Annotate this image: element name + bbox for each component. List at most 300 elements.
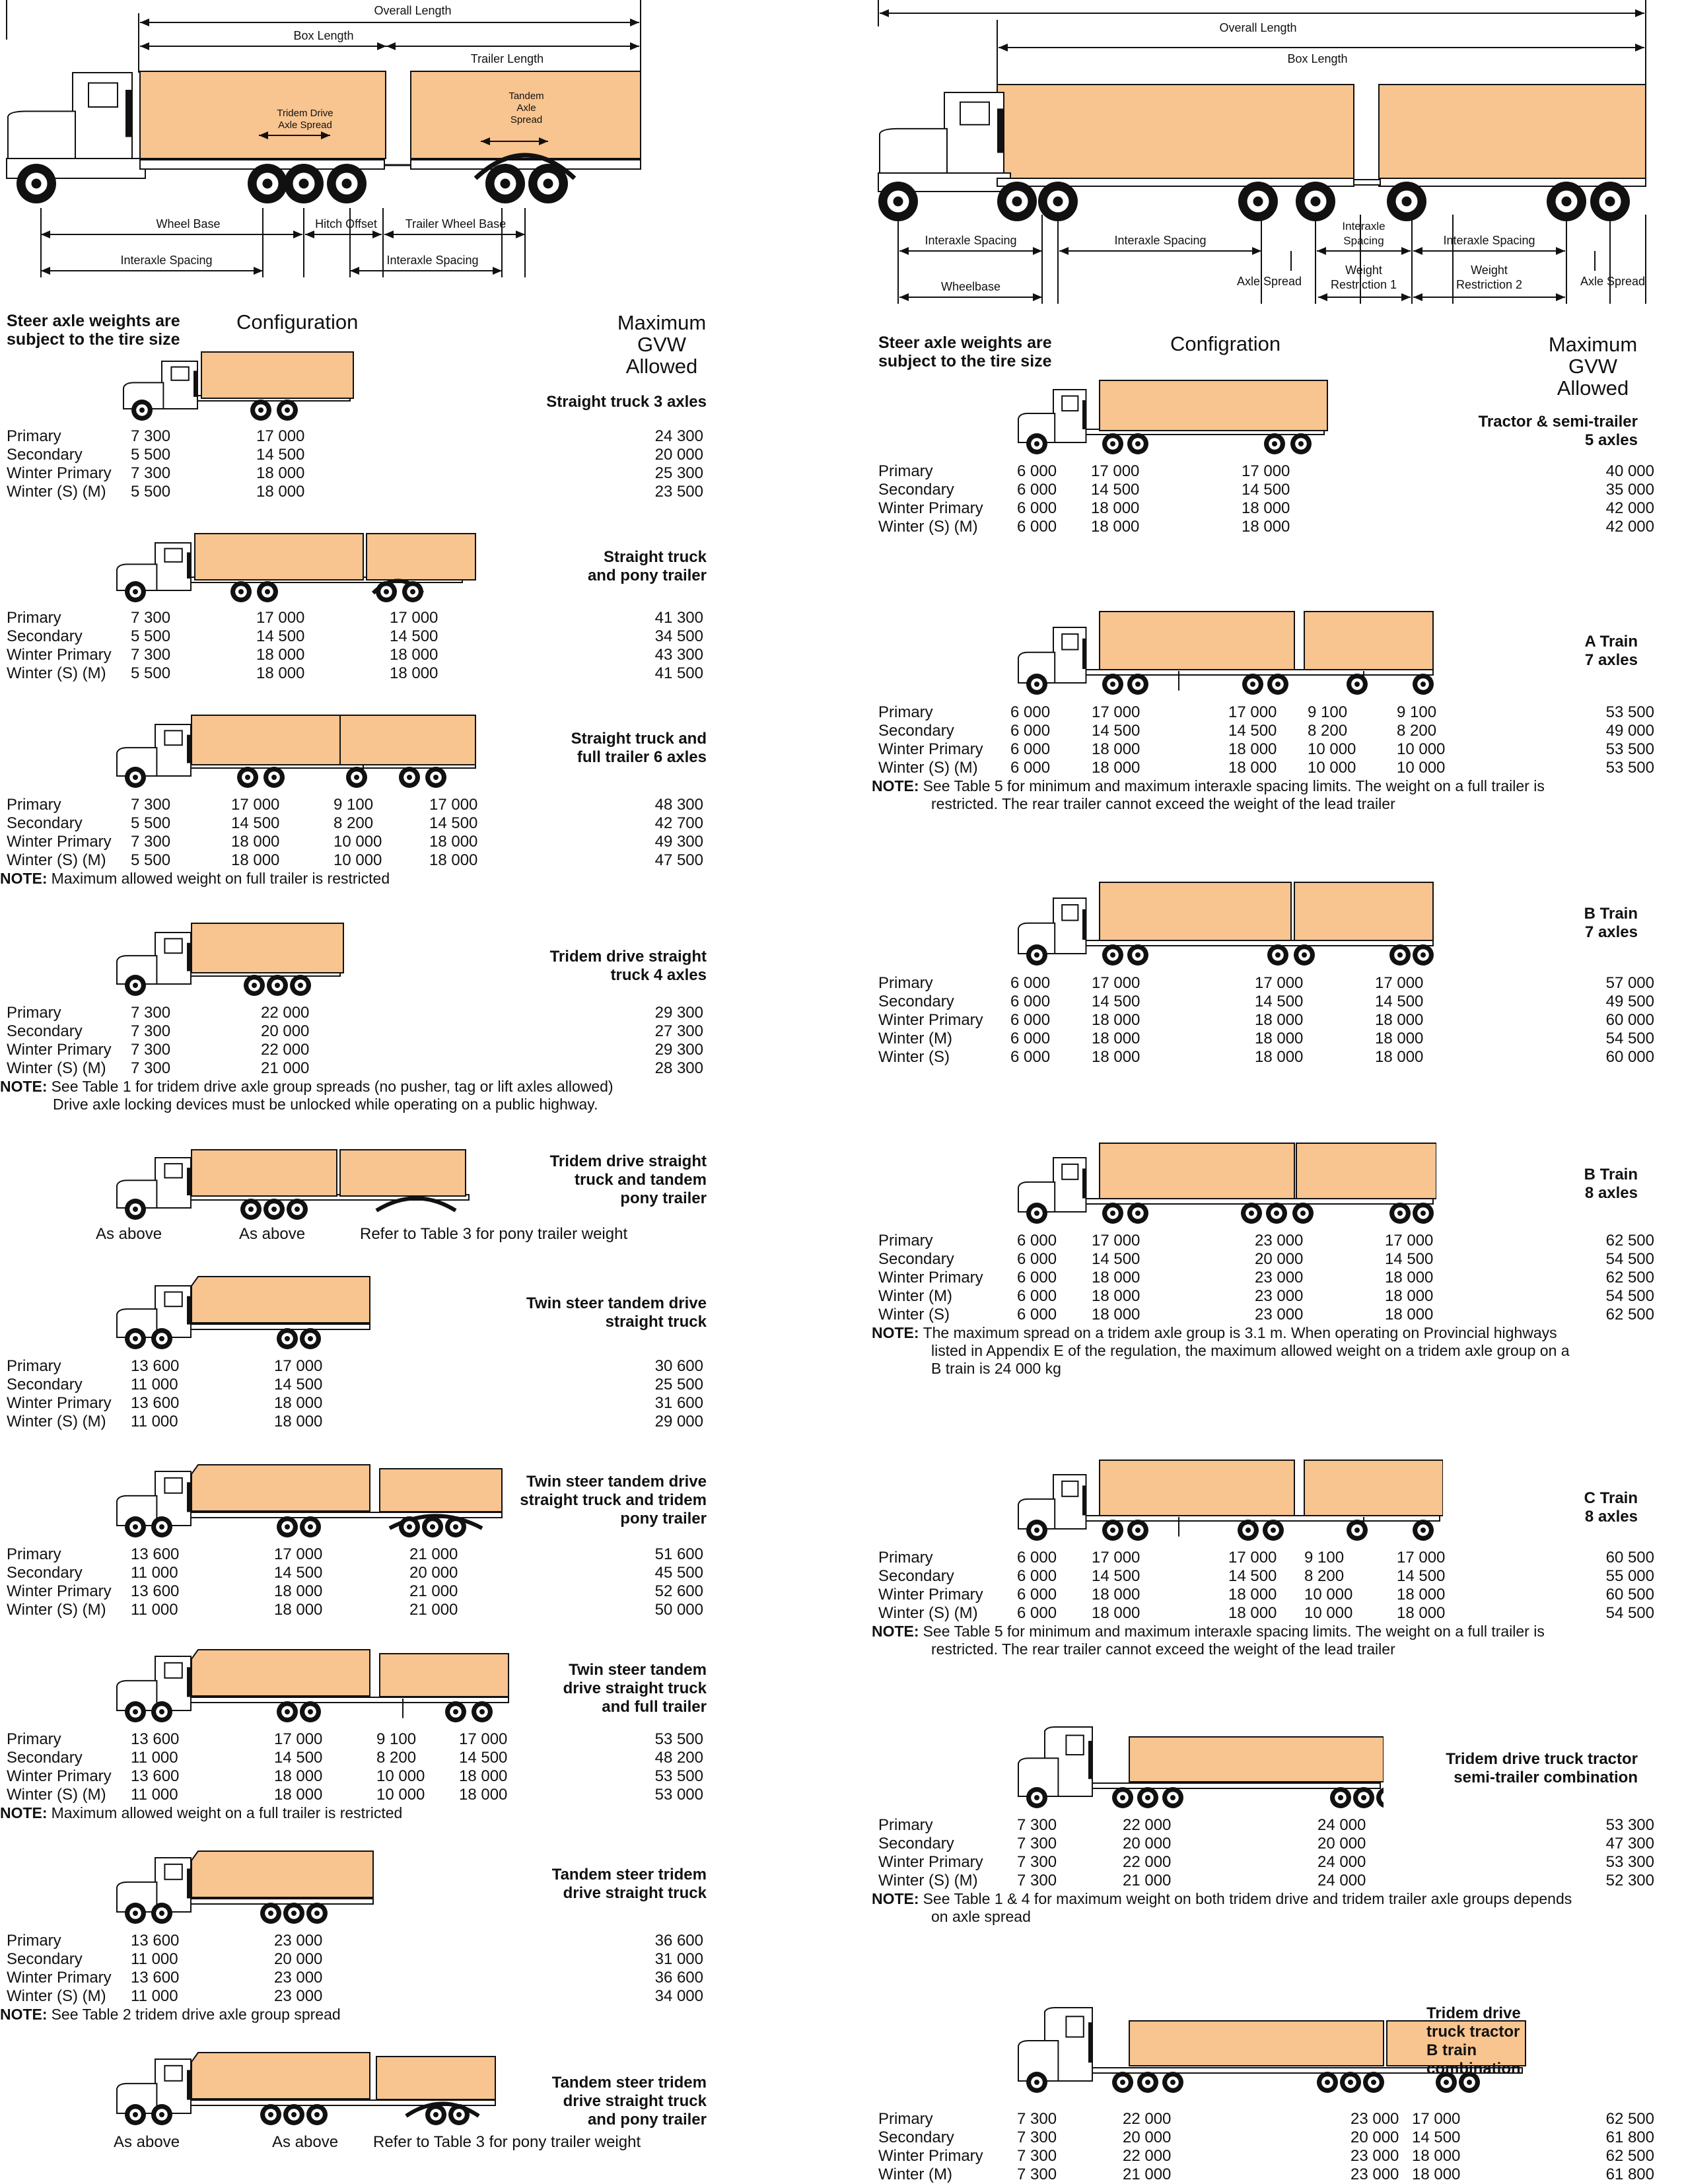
axle-weight-value: 11 000: [131, 1749, 178, 1767]
gvw-value: 60 000: [1605, 1011, 1654, 1029]
axle-weight-value: 11 000: [131, 1564, 178, 1582]
axle-weight-value: 9 100: [333, 796, 374, 814]
tridem-spread-label: Tridem Drive: [277, 108, 333, 119]
axle-weight-value: 7 300: [131, 1022, 171, 1040]
weight-row: [872, 1816, 1684, 1835]
vehicle-configuration-icon: [1014, 608, 1436, 700]
configuration-name: [475, 948, 707, 985]
weight-season-label: Winter (S) (M): [7, 1601, 106, 1619]
vehicle-configuration-icon: [112, 1460, 509, 1542]
gvw-value: 29 300: [654, 1004, 703, 1022]
configuration-name-line: Tandem steer tridem: [551, 2074, 707, 2092]
weight-season-label: Secondary: [878, 722, 954, 740]
gvw-value: 35 000: [1605, 481, 1654, 499]
axle-weight-value: 7 300: [131, 796, 171, 814]
weight-row: [0, 483, 713, 501]
gvw-value: 62 500: [1605, 1269, 1654, 1286]
right-dimension-diagram: [872, 0, 1684, 310]
weight-row: [0, 1767, 713, 1786]
axle-weight-value: 20 000: [1351, 2129, 1399, 2146]
gvw-value: 53 300: [1605, 1816, 1654, 1834]
weight-row: [0, 833, 713, 851]
configuration-name-line: truck 4 axles: [610, 966, 707, 984]
vehicle-configuration-icon: [112, 918, 350, 1001]
axle-weight-value: 22 000: [261, 1004, 310, 1022]
axle-weight-value: 14 500: [1255, 993, 1304, 1010]
axle-weight-value: 10 000: [1397, 740, 1446, 758]
axle-weight-value: 23 000: [1255, 1269, 1304, 1286]
weight-season-label: Winter (S) (M): [7, 1059, 106, 1077]
weight-row: [0, 1969, 713, 1987]
configuration-heading: Configuration: [236, 310, 359, 334]
axle-weight-value: 7 300: [1017, 1853, 1057, 1871]
gvw-value: 54 500: [1605, 1030, 1654, 1047]
axle-weight-value: 18 000: [1412, 2147, 1461, 2165]
truck-cab-icon: [117, 724, 191, 776]
gvw-value: 29 000: [654, 1413, 703, 1430]
configuration-name: [475, 548, 707, 585]
truck-cab-icon: [117, 1858, 191, 1912]
steer-note-line: Steer axle weights are: [878, 334, 1052, 352]
axle-weight-value: 14 500: [256, 627, 305, 645]
axle-weight-value: 22 000: [1123, 1816, 1172, 1834]
axle-weight-value: 21 000: [409, 1545, 458, 1563]
gvw-value: 40 000: [1605, 462, 1654, 480]
weight-season-label: Secondary: [878, 481, 954, 499]
axle-weight-value: 20 000: [261, 1022, 310, 1040]
axle-weight-value: 6 000: [1010, 722, 1051, 740]
axle-weight-value: 11 000: [131, 1413, 178, 1430]
configuration-name-line: and full trailer: [602, 1698, 707, 1716]
axle-weight-value: 5 500: [131, 446, 171, 464]
axle-weight-value: 6 000: [1017, 1250, 1057, 1268]
weight-season-label: Primary: [7, 796, 61, 814]
axle-weight-value: 18 000: [1091, 499, 1140, 517]
axle-weight-value: 18 000: [1375, 1011, 1424, 1029]
axle-weight-value: 5 500: [131, 814, 171, 832]
axle-weight-value: 18 000: [1092, 1048, 1140, 1066]
truck-cab-icon: [1018, 1158, 1086, 1212]
note-text: [872, 1324, 1651, 1378]
gvw-value: 55 000: [1605, 1567, 1654, 1585]
weight-season-label: Winter Primary: [7, 1767, 112, 1785]
configuration-name-line: combination: [1426, 2060, 1521, 2078]
axle-weight-value: 11 000: [131, 1376, 178, 1393]
weight-row: [872, 1011, 1684, 1030]
weight-season-label: Winter Primary: [7, 1582, 112, 1600]
weight-season-label: Winter Primary: [878, 1269, 983, 1286]
axle-weight-value: 17 000: [274, 1357, 323, 1375]
cargo-box-icon: [1129, 1737, 1384, 1782]
axle-weight-value: 21 000: [409, 1582, 458, 1600]
axle-weight-value: 18 000: [1242, 518, 1290, 536]
weight-row: [872, 1048, 1684, 1067]
axle-weight-value: 17 000: [1091, 462, 1140, 480]
configuration-name-line: Straight truck 3 axles: [546, 393, 707, 411]
truck-cab-icon: [117, 1286, 191, 1337]
cargo-box-icon: [192, 1465, 370, 1511]
weight-row: [872, 1835, 1684, 1853]
truck-cab-icon: [117, 1656, 191, 1710]
axle-weight-value: 24 000: [1317, 1816, 1366, 1834]
axle-weight-value: 18 000: [1092, 1269, 1140, 1286]
gvw-value: 42 700: [654, 814, 703, 832]
axle-weight-value: 22 000: [1123, 1853, 1172, 1871]
axle-weight-value: 9 100: [1308, 703, 1348, 721]
weight-row: [0, 1022, 713, 1041]
left-dimension-diagram: [0, 0, 713, 291]
configuration-name-line: truck and tandem: [574, 1171, 707, 1189]
trailer-wheel-base-label: Trailer Wheel Base: [405, 217, 507, 230]
axle-weight-value: 23 000: [1255, 1306, 1304, 1323]
gvw-value: 42 000: [1605, 499, 1654, 517]
axle-weight-value: 18 000: [1385, 1287, 1434, 1305]
weight-season-label: Winter Primary: [878, 1586, 983, 1603]
cargo-box-icon: [192, 1650, 370, 1696]
weight-season-label: Winter (S) (M): [7, 664, 106, 682]
axle-weight-value: 7 300: [1017, 2129, 1057, 2146]
vehicle-configuration-icon: [1014, 1139, 1436, 1228]
note-line: See Table 1 & 4 for maximum weight on both tridem drive and tridem trailer axle groups depends: [923, 1890, 1572, 1907]
as-above-text: As above: [96, 1225, 162, 1243]
gvw-line: Allowed: [1557, 376, 1629, 400]
note-line: B train is 24 000 kg: [931, 1360, 1061, 1377]
axle-weight-value: 13 600: [131, 1394, 180, 1412]
as-above-text: Refer to Table 3 for pony trailer weight: [360, 1225, 628, 1243]
axle-weight-value: 13 600: [131, 1357, 180, 1375]
weight-row: [872, 1549, 1684, 1567]
note-text: [872, 1623, 1651, 1658]
weight-season-label: Secondary: [7, 627, 83, 645]
weight-season-label: Primary: [7, 1357, 61, 1375]
weight-season-label: Secondary: [7, 1376, 83, 1393]
axle-weight-value: 18 000: [256, 464, 305, 482]
note-line: Maximum allowed weight on a full trailer is restricted: [51, 1804, 403, 1821]
configuration-name: [475, 2074, 707, 2129]
vehicle-configuration-icon: [119, 347, 357, 426]
weight-restriction-label: Restriction 2: [1456, 278, 1523, 291]
gvw-value: 25 500: [654, 1376, 703, 1393]
cargo-box-icon: [1304, 612, 1433, 670]
axle-weight-value: 10 000: [376, 1786, 425, 1804]
cargo-box-icon: [1129, 2021, 1384, 2066]
configuration-name: [1420, 905, 1638, 942]
configuration-name: [1426, 2004, 1578, 2078]
axle-weight-value: 6 000: [1010, 1030, 1051, 1047]
axle-weight-value: 18 000: [429, 851, 478, 869]
weight-row: [0, 627, 713, 646]
cargo-box-icon: [1296, 1143, 1436, 1199]
weight-row: [0, 1786, 713, 1804]
cargo-box-icon: [192, 1277, 370, 1323]
box-length-label: Box Length: [293, 29, 354, 42]
weight-row: [872, 1586, 1684, 1604]
axle-weight-value: 6 000: [1017, 1567, 1057, 1585]
weight-season-label: Primary: [7, 1545, 61, 1563]
configuration-name: [475, 1866, 707, 1903]
as-above-text: Refer to Table 3 for pony trailer weight: [373, 2133, 641, 2151]
weight-season-label: Secondary: [878, 2129, 954, 2146]
configuration-name-line: B Train: [1584, 1166, 1638, 1183]
gvw-value: 62 500: [1605, 2147, 1654, 2165]
gvw-value: 54 500: [1605, 1250, 1654, 1268]
axle-weight-value: 5 500: [131, 664, 171, 682]
note-line: See Table 5 for minimum and maximum interaxle spacing limits. The weight on a full trailer is: [923, 777, 1545, 794]
axle-weight-value: 10 000: [333, 851, 382, 869]
axle-spread-label: Axle Spread: [1580, 275, 1646, 288]
gvw-value: 34 500: [654, 627, 703, 645]
axle-weight-value: 17 000: [1092, 703, 1140, 721]
configuration-name: [1420, 1166, 1638, 1203]
axle-weight-value: 18 000: [256, 646, 305, 664]
weight-season-label: Winter (S) (M): [878, 1872, 978, 1889]
axle-weight-value: 13 600: [131, 1969, 180, 1987]
gvw-value: 60 500: [1605, 1549, 1654, 1567]
cargo-box-icon: [192, 923, 343, 973]
axle-weight-value: 14 500: [1092, 722, 1140, 740]
axle-weight-value: 7 300: [1017, 1872, 1057, 1889]
axle-weight-value: 14 500: [1091, 481, 1140, 499]
gvw-value: 30 600: [654, 1357, 703, 1375]
axle-weight-value: 9 100: [376, 1730, 417, 1748]
weight-row: [0, 851, 713, 870]
configuration-name-line: 7 axles: [1584, 651, 1638, 669]
axle-weight-value: 7 300: [131, 464, 171, 482]
weight-season-label: Winter (S) (M): [7, 1987, 106, 2005]
configuration-name: [475, 1294, 707, 1331]
configuration-name: [475, 1661, 707, 1716]
gvw-value: 52 300: [1605, 1872, 1654, 1889]
axle-weight-value: 14 500: [1412, 2129, 1461, 2146]
axle-weight-value: 18 000: [390, 664, 439, 682]
note-line: See Table 5 for minimum and maximum interaxle spacing limits. The weight on a full trailer is: [923, 1623, 1545, 1640]
weight-season-label: Winter Primary: [7, 1394, 112, 1412]
weight-row: [0, 1004, 713, 1022]
axle-weight-value: 13 600: [131, 1545, 180, 1563]
axle-weight-value: 8 200: [376, 1749, 417, 1767]
axle-weight-value: 17 000: [274, 1730, 323, 1748]
weight-row: [0, 1041, 713, 1059]
gvw-value: 43 300: [654, 646, 703, 664]
axle-weight-value: 17 000: [1397, 1549, 1446, 1567]
note-line: restricted. The rear trailer cannot exceed the weight of the lead trailer: [931, 1640, 1395, 1658]
axle-weight-value: 6 000: [1010, 1011, 1051, 1029]
axle-weight-value: 23 000: [1255, 1232, 1304, 1250]
axle-weight-value: 6 000: [1010, 974, 1051, 992]
configuration-name-line: B Train: [1584, 905, 1638, 923]
vehicle-configuration-icon: [1014, 1456, 1443, 1545]
configuration-name-line: C Train: [1584, 1489, 1638, 1507]
axle-weight-value: 18 000: [1092, 759, 1140, 777]
truck-cab-icon: [8, 73, 132, 159]
max-gvw-heading: [609, 312, 715, 377]
gvw-line: Maximum: [1548, 333, 1638, 356]
weight-season-label: Winter (M): [878, 1030, 952, 1047]
gvw-value: 53 500: [1605, 703, 1654, 721]
tandem-spread-label: Axle: [516, 102, 536, 114]
weight-row: [0, 664, 713, 683]
configuration-name-line: B train: [1426, 2041, 1477, 2059]
weight-season-label: Primary: [7, 1932, 61, 1950]
axle-weight-value: 14 500: [1092, 1567, 1140, 1585]
note-label: NOTE:: [0, 2006, 48, 2023]
configuration-name-line: Tridem drive straight: [549, 1152, 707, 1170]
axle-weight-value: 10 000: [1397, 759, 1446, 777]
weight-season-label: Winter (S) (M): [7, 1786, 106, 1804]
weight-row: [872, 2110, 1684, 2129]
weight-row: [872, 1250, 1684, 1269]
note-line: Maximum allowed weight on full trailer is restricted: [51, 870, 390, 887]
axle-weight-value: 10 000: [1308, 759, 1356, 777]
weight-row: [0, 1357, 713, 1376]
weight-season-label: Secondary: [7, 814, 83, 832]
weight-row: [872, 1853, 1684, 1872]
configuration-name: [475, 730, 707, 767]
cargo-box-icon: [367, 534, 475, 580]
gvw-value: 49 300: [654, 833, 703, 851]
weight-season-label: Primary: [878, 1549, 933, 1567]
configuration-name-line: full trailer 6 axles: [577, 748, 707, 766]
axle-weight-value: 6 000: [1017, 499, 1057, 517]
axle-weight-value: 23 000: [274, 1969, 323, 1987]
axle-weight-value: 18 000: [1397, 1604, 1446, 1622]
weight-row: [0, 1564, 713, 1582]
axle-weight-value: 18 000: [1228, 740, 1277, 758]
axle-spread-label: Axle Spread: [1236, 275, 1302, 288]
axle-weight-value: 7 300: [1017, 1835, 1057, 1852]
weight-season-label: Secondary: [7, 1022, 83, 1040]
right-column: [872, 0, 1684, 2183]
axle-weight-value: 18 000: [1092, 740, 1140, 758]
weight-row: [872, 974, 1684, 993]
axle-weight-value: 5 500: [131, 851, 171, 869]
axle-weight-value: 17 000: [459, 1730, 508, 1748]
truck-cab-icon: [117, 2059, 191, 2113]
as-above-text: As above: [114, 2133, 180, 2151]
gvw-value: 31 000: [654, 1950, 703, 1968]
axle-weight-value: 10 000: [1304, 1604, 1353, 1622]
axle-weight-value: 24 000: [1317, 1872, 1366, 1889]
vehicle-configuration-icon: [112, 1271, 376, 1354]
weight-season-label: Primary: [7, 609, 61, 627]
truck-cab-icon: [1018, 390, 1086, 442]
axle-weight-value: 7 300: [131, 609, 171, 627]
configuration-name-line: Tridem drive truck tractor: [1446, 1750, 1638, 1768]
vehicle-configuration-icon: [1014, 878, 1436, 971]
gvw-value: 23 500: [654, 483, 703, 501]
configuration-name-line: Twin steer tandem drive: [526, 1294, 707, 1312]
truck-cab-icon: [117, 1158, 191, 1208]
axle-weight-value: 18 000: [1385, 1306, 1434, 1323]
axle-weight-value: 17 000: [1375, 974, 1424, 992]
weight-restriction-label: Restriction 1: [1330, 278, 1397, 291]
weight-row: [0, 814, 713, 833]
weight-row: [0, 1394, 713, 1413]
axle-weight-value: 18 000: [274, 1582, 323, 1600]
weight-season-label: Secondary: [7, 446, 83, 464]
axle-weight-value: 11 000: [131, 1601, 178, 1619]
weight-row: [872, 1030, 1684, 1048]
configuration-name-line: drive straight truck: [563, 2092, 707, 2110]
weight-row: [0, 646, 713, 664]
steer-axle-note: [878, 334, 1052, 370]
configuration-name: [475, 1152, 707, 1208]
as-above-row: [0, 1225, 713, 1245]
axle-weight-value: 18 000: [1255, 1048, 1304, 1066]
axle-weight-value: 22 000: [1123, 2110, 1172, 2128]
configuration-name: [475, 393, 707, 411]
gvw-value: 53 300: [1605, 1853, 1654, 1871]
axle-weight-value: 24 000: [1317, 1853, 1366, 1871]
weight-row: [872, 1604, 1684, 1623]
axle-weight-value: 18 000: [1242, 499, 1290, 517]
weight-season-label: Winter Primary: [878, 1853, 983, 1871]
axle-weight-value: 18 000: [1255, 1011, 1304, 1029]
configuration-name-line: Straight truck and: [571, 730, 707, 748]
gvw-value: 53 500: [1605, 740, 1654, 758]
weight-row: [0, 1582, 713, 1601]
axle-weight-value: 18 000: [1375, 1048, 1424, 1066]
steer-note-line: subject to the tire size: [878, 352, 1052, 370]
axle-weight-value: 5 500: [131, 627, 171, 645]
tandem-spread-label: Tandem: [509, 90, 544, 102]
weight-row: [0, 1749, 713, 1767]
vehicle-configuration-icon: [1014, 376, 1331, 459]
note-line: restricted. The rear trailer cannot exceed the weight of the lead trailer: [931, 795, 1395, 812]
weight-season-label: Primary: [7, 1004, 61, 1022]
gvw-value: 52 600: [654, 1582, 703, 1600]
axle-weight-value: 18 000: [1412, 2166, 1461, 2183]
axle-weight-value: 21 000: [409, 1601, 458, 1619]
weight-season-label: Winter (S): [878, 1306, 950, 1323]
note-text: [0, 870, 707, 888]
axle-weight-value: 18 000: [1228, 1604, 1277, 1622]
axle-weight-value: 7 300: [131, 427, 171, 445]
gvw-value: 49 000: [1605, 722, 1654, 740]
gvw-value: 54 500: [1605, 1604, 1654, 1622]
axle-weight-value: 6 000: [1017, 462, 1057, 480]
axle-weight-value: 17 000: [390, 609, 439, 627]
axle-weight-value: 7 300: [131, 1004, 171, 1022]
gvw-value: 53 500: [1605, 759, 1654, 777]
axle-weight-value: 7 300: [131, 833, 171, 851]
gvw-line: Allowed: [625, 355, 698, 378]
weight-row: [0, 1413, 713, 1431]
configuration-name-line: drive straight truck: [563, 1884, 707, 1902]
weight-season-label: Winter Primary: [7, 833, 112, 851]
gvw-line: GVW: [1568, 355, 1618, 378]
cargo-box-icon: [1100, 612, 1294, 670]
axle-weight-value: 10 000: [376, 1767, 425, 1785]
note-label: NOTE:: [0, 870, 48, 887]
gvw-value: 62 500: [1605, 1306, 1654, 1323]
weight-row: [872, 2129, 1684, 2147]
axle-weight-value: 14 500: [1228, 722, 1277, 740]
weight-season-label: Winter Primary: [878, 740, 983, 758]
axle-weight-value: 17 000: [231, 796, 280, 814]
configuration-name-line: 8 axles: [1584, 1508, 1638, 1526]
configuration-name-line: Tractor & semi-trailer: [1478, 413, 1638, 431]
cargo-box-icon: [192, 1851, 373, 1897]
weight-season-label: Secondary: [878, 1250, 954, 1268]
configuration-name: [475, 1473, 707, 1528]
weight-row: [0, 1601, 713, 1619]
axle-weight-value: 21 000: [261, 1059, 310, 1077]
weight-season-label: Primary: [878, 703, 933, 721]
gvw-value: 51 600: [654, 1545, 703, 1563]
tandem-spread-label: Spread: [510, 114, 543, 125]
axle-weight-value: 20 000: [1317, 1835, 1366, 1852]
